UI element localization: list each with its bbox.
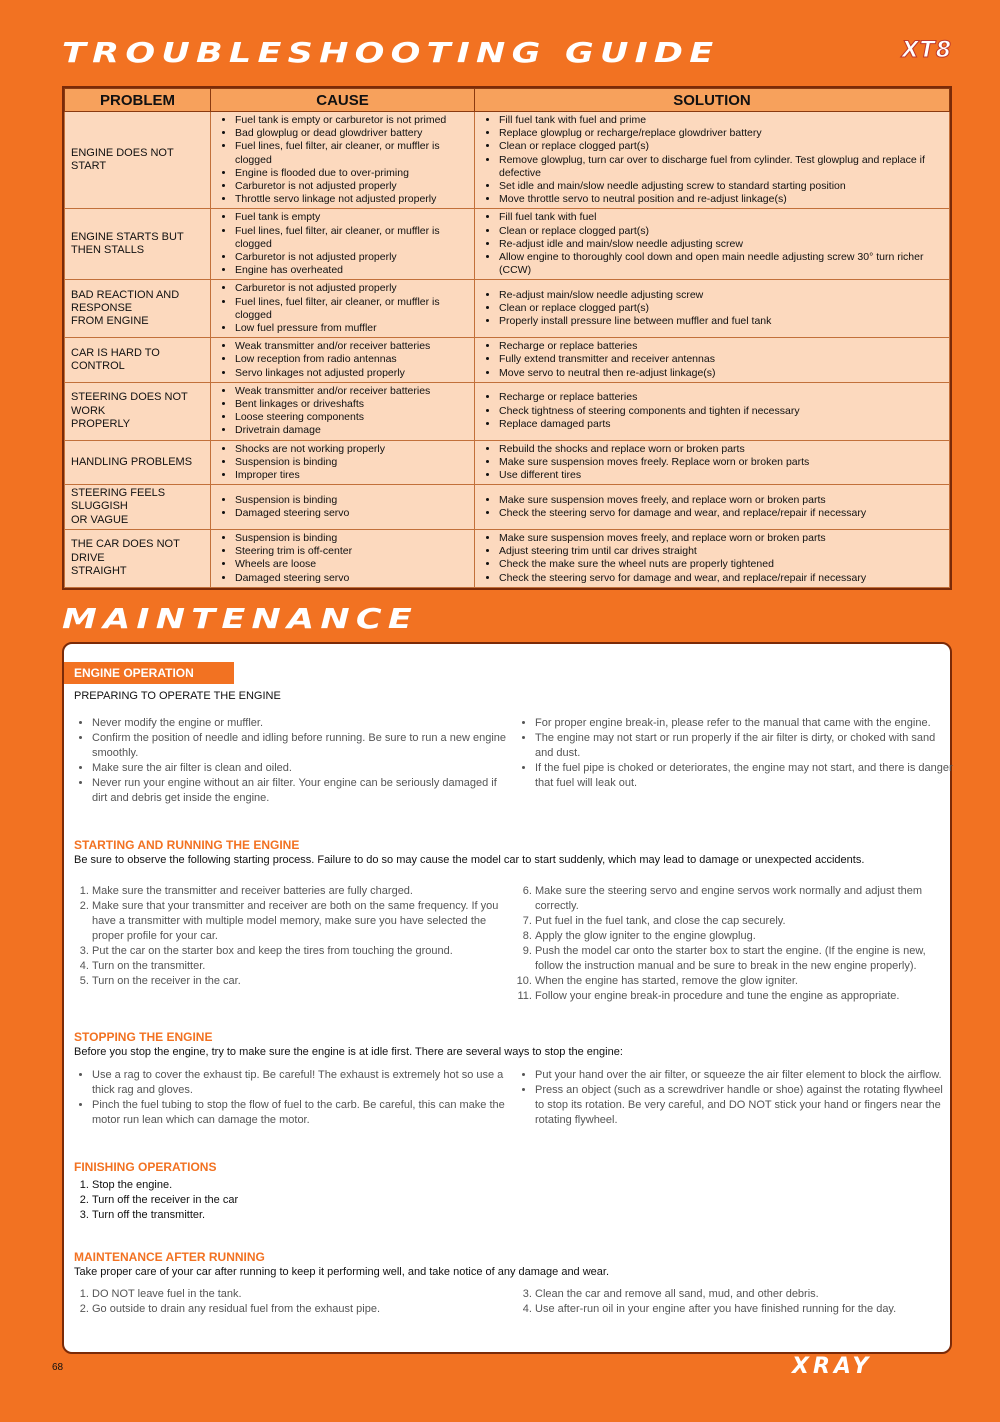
list-item: • Carburetor is not adjusted properly <box>235 180 468 193</box>
after-list-left <box>76 1287 512 1317</box>
list-item: • Clean or replace clogged part(s) <box>499 140 943 153</box>
list-item: • Weak transmitter and/or receiver batteries <box>235 340 468 353</box>
list-item: • Loose steering components <box>235 411 468 424</box>
stopping-list-left <box>76 1068 512 1128</box>
list-item: • Press an object (such as a screwdriver handle or shoe) against the rotating flywheel to stop its rotation. Be very careful, and DO NOT stick your hand or fingers near the rotating flywheel. <box>535 1083 955 1128</box>
list-item: • Check the steering servo for damage and wear, and replace/repair if necessary <box>499 507 943 520</box>
list-item: • Weak transmitter and/or receiver batteries <box>235 385 468 398</box>
cause-cell <box>211 440 475 485</box>
list-item: • Move throttle servo to neutral position and re-adjust linkage(s) <box>499 193 943 206</box>
list-item: • Clean or replace clogged part(s) <box>499 225 943 238</box>
preparing-list-right <box>519 716 955 791</box>
problem-cell: STEERING DOES NOT WORK PROPERLY <box>65 382 211 440</box>
list-item: • Confirm the position of needle and idling before running. Be sure to run a new engine smoothly. <box>92 731 512 761</box>
list-item: • Replace damaged parts <box>499 418 943 431</box>
list-item: • Re-adjust main/slow needle adjusting screw <box>499 289 943 302</box>
list-item: • Fuel tank is empty or carburetor is not primed <box>235 114 468 127</box>
table-row <box>65 209 950 280</box>
finishing-heading: FINISHING OPERATIONS <box>74 1160 217 1174</box>
list-item: • Damaged steering servo <box>235 572 468 585</box>
problem-cell: STEERING FEELS SLUGGISH OR VAGUE <box>65 485 211 530</box>
after-intro: Take proper care of your car after running to keep it performing well, and take notice of any damage and wear. <box>74 1266 610 1278</box>
problem-cell: BAD REACTION AND RESPONSE FROM ENGINE <box>65 280 211 338</box>
list-item: 10. When the engine has started, remove the glow igniter. <box>535 974 955 989</box>
list-item: • Adjust steering trim until car drives straight <box>499 545 943 558</box>
list-item: • Carburetor is not adjusted properly <box>235 251 468 264</box>
section-tab: ENGINE OPERATION <box>64 662 234 684</box>
after-heading: MAINTENANCE AFTER RUNNING <box>74 1250 265 1264</box>
list-item: • Suspension is binding <box>235 494 468 507</box>
list-item: • Never modify the engine or muffler. <box>92 716 512 731</box>
table-row <box>65 338 950 383</box>
cause-cell <box>211 338 475 383</box>
solution-cell <box>475 280 950 338</box>
list-item: • Set idle and main/slow needle adjusting screw to standard starting position <box>499 180 943 193</box>
list-item: • Recharge or replace batteries <box>499 340 943 353</box>
finishing-list <box>76 1178 512 1223</box>
list-item: 6. Make sure the steering servo and engine servos work normally and adjust them correctly. <box>535 884 955 914</box>
list-item: • Fuel tank is empty <box>235 211 468 224</box>
cause-cell <box>211 529 475 587</box>
stopping-heading: STOPPING THE ENGINE <box>74 1030 213 1044</box>
list-item: 1. Stop the engine. <box>92 1178 512 1193</box>
section-title: MAINTENANCE <box>62 602 419 635</box>
list-item: • Fuel lines, fuel filter, air cleaner, or muffler is clogged <box>235 225 468 251</box>
list-item: 7. Put fuel in the fuel tank, and close the cap securely. <box>535 914 955 929</box>
list-item: • Use a rag to cover the exhaust tip. Be careful! The exhaust is extremely hot so use a thick rag and gloves. <box>92 1068 512 1098</box>
list-item: • Rebuild the shocks and replace worn or broken parts <box>499 443 943 456</box>
solution-cell <box>475 529 950 587</box>
list-item: • Recharge or replace batteries <box>499 391 943 404</box>
list-item: • Throttle servo linkage not adjusted properly <box>235 193 468 206</box>
list-item: • Steering trim is off-center <box>235 545 468 558</box>
table-row <box>65 440 950 485</box>
list-item: • Make sure suspension moves freely, and replace worn or broken parts <box>499 532 943 545</box>
list-item: 3. Clean the car and remove all sand, mud, and other debris. <box>535 1287 955 1302</box>
list-item: • Make sure suspension moves freely, and replace worn or broken parts <box>499 494 943 507</box>
table-row <box>65 112 950 209</box>
list-item: • Shocks are not working properly <box>235 443 468 456</box>
list-item: • Bad glowplug or dead glowdriver battery <box>235 127 468 140</box>
table-row <box>65 485 950 530</box>
list-item: 2. Turn off the receiver in the car <box>92 1193 512 1208</box>
list-item: • Fully extend transmitter and receiver antennas <box>499 353 943 366</box>
problem-cell: HANDLING PROBLEMS <box>65 440 211 485</box>
table-row <box>65 280 950 338</box>
list-item: • Check the make sure the wheel nuts are properly tightened <box>499 558 943 571</box>
list-item: 1. DO NOT leave fuel in the tank. <box>92 1287 512 1302</box>
cause-cell <box>211 485 475 530</box>
list-item: • Make sure the air filter is clean and oiled. <box>92 761 512 776</box>
list-item: • Remove glowplug, turn car over to discharge fuel from cylinder. Test glowplug and replace if defective <box>499 154 943 180</box>
list-item: • Clean or replace clogged part(s) <box>499 302 943 315</box>
list-item: • Wheels are loose <box>235 558 468 571</box>
page-title: TROUBLESHOOTING GUIDE <box>62 36 720 69</box>
column-header: SOLUTION <box>475 89 950 112</box>
after-list-right <box>519 1287 955 1317</box>
problem-cell: CAR IS HARD TO CONTROL <box>65 338 211 383</box>
brand-logo-text: XRAY <box>792 1354 873 1378</box>
list-item: • Replace glowplug or recharge/replace glowdriver battery <box>499 127 943 140</box>
column-header: PROBLEM <box>65 89 211 112</box>
list-item: • Low fuel pressure from muffler <box>235 322 468 335</box>
list-item: • Pinch the fuel tubing to stop the flow of fuel to the carb. Be careful, this can make the motor run lean which can damage the motor. <box>92 1098 512 1128</box>
list-item: • Put your hand over the air filter, or squeeze the air filter element to block the airflow. <box>535 1068 955 1083</box>
list-item: • Engine has overheated <box>235 264 468 277</box>
list-item: 5. Turn on the receiver in the car. <box>92 974 512 989</box>
list-item: • Bent linkages or driveshafts <box>235 398 468 411</box>
stopping-list-right <box>519 1068 955 1128</box>
starting-heading: STARTING AND RUNNING THE ENGINE <box>74 838 300 852</box>
list-item: • Carburetor is not adjusted properly <box>235 282 468 295</box>
starting-list-left <box>76 884 512 989</box>
cause-cell <box>211 382 475 440</box>
column-header: CAUSE <box>211 89 475 112</box>
list-item: 4. Turn on the transmitter. <box>92 959 512 974</box>
problem-cell: ENGINE DOES NOT START <box>65 112 211 209</box>
list-item: • For proper engine break-in, please refer to the manual that came with the engine. <box>535 716 955 731</box>
list-item: • Drivetrain damage <box>235 424 468 437</box>
list-item: 1. Make sure the transmitter and receiver batteries are fully charged. <box>92 884 512 899</box>
table-row <box>65 529 950 587</box>
list-item: 3. Put the car on the starter box and keep the tires from touching the ground. <box>92 944 512 959</box>
starting-list-right <box>519 884 955 1004</box>
list-item: • Suspension is binding <box>235 456 468 469</box>
list-item: • Improper tires <box>235 469 468 482</box>
list-item: • Damaged steering servo <box>235 507 468 520</box>
list-item: 4. Use after-run oil in your engine after you have finished running for the day. <box>535 1302 955 1317</box>
solution-cell <box>475 338 950 383</box>
list-item: 8. Apply the glow igniter to the engine glowplug. <box>535 929 955 944</box>
preparing-list-left <box>76 716 512 806</box>
solution-cell <box>475 382 950 440</box>
list-item: • Re-adjust idle and main/slow needle adjusting screw <box>499 238 943 251</box>
list-item: • Engine is flooded due to over-priming <box>235 167 468 180</box>
solution-cell <box>475 209 950 280</box>
cause-cell <box>211 112 475 209</box>
list-item: 3. Turn off the transmitter. <box>92 1208 512 1223</box>
model-badge: XT8 <box>901 38 952 63</box>
solution-cell <box>475 440 950 485</box>
list-item: • Fuel lines, fuel filter, air cleaner, or muffler is clogged <box>235 140 468 166</box>
table-row <box>65 382 950 440</box>
preparing-heading: PREPARING TO OPERATE THE ENGINE <box>74 690 281 702</box>
stopping-intro: Before you stop the engine, try to make sure the engine is at idle first. There are several ways to stop the engine: <box>74 1046 623 1058</box>
list-item: • Allow engine to thoroughly cool down and open main needle adjusting screw 30° turn richer (CCW) <box>499 251 943 277</box>
list-item: • Suspension is binding <box>235 532 468 545</box>
list-item: • Properly install pressure line between muffler and fuel tank <box>499 315 943 328</box>
list-item: • The engine may not start or run properly if the air filter is dirty, or choked with sand and dust. <box>535 731 955 761</box>
list-item: • Move servo to neutral then re-adjust linkage(s) <box>499 367 943 380</box>
list-item: • Low reception from radio antennas <box>235 353 468 366</box>
list-item: • Check tightness of steering components and tighten if necessary <box>499 405 943 418</box>
starting-intro: Be sure to observe the following starting process. Failure to do so may cause the model car to start suddenly, which may lead to damage or unexpected accidents. <box>74 854 865 866</box>
cause-cell <box>211 280 475 338</box>
problem-cell: ENGINE STARTS BUT THEN STALLS <box>65 209 211 280</box>
solution-cell <box>475 112 950 209</box>
table-header-row <box>65 89 950 112</box>
list-item: • Fill fuel tank with fuel <box>499 211 943 224</box>
list-item: 2. Go outside to drain any residual fuel from the exhaust pipe. <box>92 1302 512 1317</box>
list-item: • Check the steering servo for damage and wear, and replace/repair if necessary <box>499 572 943 585</box>
troubleshooting-table <box>62 86 952 590</box>
list-item: • Servo linkages not adjusted properly <box>235 367 468 380</box>
problem-cell: THE CAR DOES NOT DRIVE STRAIGHT <box>65 529 211 587</box>
maintenance-panel <box>62 642 952 1354</box>
list-item: • Fuel lines, fuel filter, air cleaner, or muffler is clogged <box>235 296 468 322</box>
list-item: • Fill fuel tank with fuel and prime <box>499 114 943 127</box>
brand-logo <box>790 1352 950 1383</box>
cause-cell <box>211 209 475 280</box>
list-item: • Use different tires <box>499 469 943 482</box>
list-item: 11. Follow your engine break-in procedure and tune the engine as appropriate. <box>535 989 955 1004</box>
list-item: 9. Push the model car onto the starter box to start the engine. (If the engine is new, follow the instruction manual and be sure to break in the new engine properly). <box>535 944 955 974</box>
solution-cell <box>475 485 950 530</box>
page-number: 68 <box>52 1362 64 1373</box>
list-item: • Make sure suspension moves freely. Replace worn or broken parts <box>499 456 943 469</box>
list-item: 2. Make sure that your transmitter and receiver are both on the same frequency. If you have a transmitter with multiple model memory, make sure you have selected the proper profile for your car. <box>92 899 512 944</box>
list-item: • Never run your engine without an air filter. Your engine can be seriously damaged if dirt and debris get inside the engine. <box>92 776 512 806</box>
list-item: • If the fuel pipe is choked or deteriorates, the engine may not start, and there is danger that fuel will leak out. <box>535 761 955 791</box>
